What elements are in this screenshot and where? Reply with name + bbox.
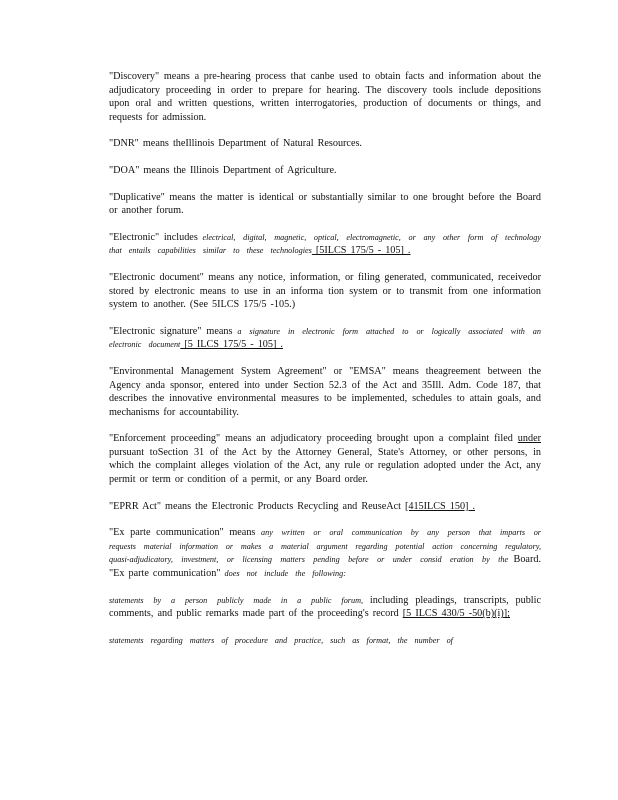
- definition-text: "Electronic" includes: [109, 231, 203, 243]
- definition-text: statements by a person publicly made in a public forum,: [109, 595, 364, 605]
- definition-ems: [109, 365, 541, 419]
- definition-enforcement: [109, 432, 541, 486]
- definition-text: [5ILCS 175/5 - 105] .: [311, 245, 411, 257]
- definition-electronic-signature: [109, 325, 541, 352]
- definition-text: "Enforcement proceeding" means an adjudicatory proceeding brought upon a complaint filed: [109, 433, 518, 445]
- definition-text: a signature in electronic form attached to or logically associated with an electronic document: [109, 326, 541, 350]
- definition-text: electrical, digital, magnetic, optical, electromagnetic, or any other form of technology that entails capabilities similar to these technologies: [109, 232, 541, 256]
- definition-text: [5 ILCS 175/5 - 105] .: [180, 339, 283, 351]
- document-page: [109, 70, 541, 647]
- definition-text: pursuant toSection 31 of the Act by the Attorney General, State's Attorney, or other persons, in which the complaint alleges violation of the Act, any rule or regulation adopted under the Act, any permit or term or condition of a permit, or any Board order.: [109, 446, 541, 486]
- definition-text: does not include the following:: [224, 569, 346, 579]
- definition-duplicative: [109, 191, 541, 218]
- definition-text: [415ILCS 150] .: [404, 500, 476, 512]
- definition-statements-1: [109, 594, 541, 621]
- definition-text: "Electronic signature" means: [109, 325, 238, 337]
- definition-text: "Environmental Management System Agreement" or "EMSA" means theagreement between the Agency anda sponsor, entered into under Section 52.3 of the Act and 35Ill. Adm. Code 187, that describes the innovative environmental measures to be implemented, schedules to attain goals, and mechanisms for accountability.: [109, 365, 541, 418]
- definition-ex-parte: [109, 526, 541, 580]
- definition-text: "EPRR Act" means the Electronic Products Recycling and ReuseAct: [109, 500, 405, 512]
- definition-text: including pleadings, transcripts, public comments, and public remarks made part of the proceeding's record: [109, 594, 541, 620]
- definition-text: [5 ILCS 430/5 -50(b)(i)];: [402, 608, 510, 620]
- definition-dnr: [109, 137, 541, 151]
- definition-text: Board. "Ex parte communication": [109, 554, 541, 580]
- definition-text: "Discovery" means a pre-hearing process that canbe used to obtain facts and information about the adjudicatory proceeding in order to prepare for hearing. The discovery tools include depositions upon oral and written questions, written interrogatories, production of documents or things, and requests for admission.: [109, 71, 541, 123]
- definition-discovery: [109, 70, 541, 124]
- definition-eprr: [109, 500, 541, 514]
- definition-electronic-document: [109, 271, 541, 312]
- definition-text: "DOA" means the Illinois Department of Agriculture.: [109, 164, 337, 176]
- definition-text: "DNR" means theIllinois Department of Natural Resources.: [109, 138, 362, 150]
- definition-text: under: [517, 433, 541, 445]
- definition-text: any written or oral communication by any person that imparts or requests material information or makes a material argument regarding potential action concerning regulatory, quasi-adjudicatory, investment, or licensing matters pending before or under consid eration by the: [109, 528, 541, 565]
- definition-statements-2: [109, 634, 541, 648]
- definition-doa: [109, 164, 541, 178]
- definition-text: "Ex parte communication" means: [109, 527, 262, 539]
- definition-text: statements regarding matters of procedure and practice, such as format, the number of: [109, 635, 453, 645]
- definition-text: "Duplicative" means the matter is identical or substantially similar to one brought before the Board or another forum.: [109, 191, 541, 217]
- definition-electronic: [109, 231, 541, 258]
- definition-text: "Electronic document" means any notice, information, or filing generated, communicated, receivedor stored by electronic means to use in an informa tion system or to transmit from one information system to another. (See 5ILCS 175/5 -105.): [109, 271, 541, 311]
